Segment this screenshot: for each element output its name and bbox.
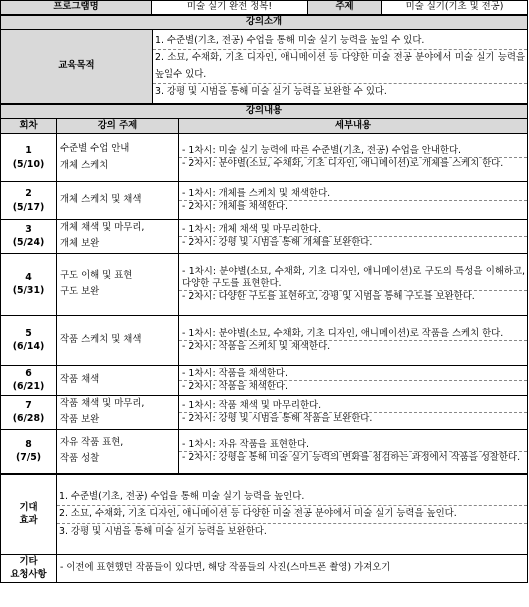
session-detail-cell: [179, 253, 528, 315]
session-row: [1, 182, 528, 220]
session-topic: 개체 보완: [60, 238, 100, 250]
session-detail-text: - 2차시: 강평 및 시범을 통해 개체를 보완한다.: [182, 236, 373, 248]
session-number-cell: [1, 253, 57, 315]
session-number-cell: [1, 315, 57, 365]
session-detail-text: - 2차시: 강평 및 시범을 통해 작품을 보완한다.: [182, 412, 373, 424]
session-number: 1: [25, 144, 32, 156]
session-detail-text: - 2차시: 다양한 구도를 표현하고, 강평 및 시범을 통해 구도를 보완한다.: [182, 291, 475, 303]
session-detail-line: [179, 451, 527, 464]
education-goal-label: 교육목적: [1, 30, 153, 104]
sessions-body: [1, 134, 528, 474]
session-detail-text: - 1차시: 작품 채색 및 마무리한다.: [182, 399, 322, 411]
session-topic: 작품 스케치 및 채색: [60, 334, 142, 346]
session-detail-text: - 1차시: 개체 채색 및 마무리한다.: [182, 223, 322, 235]
session-number: 4: [25, 271, 32, 283]
session-detail-line: [179, 400, 527, 412]
expected-effect-label-line1: 기대: [19, 501, 38, 513]
goal-item: [153, 83, 527, 100]
session-detail-line: [179, 236, 527, 249]
session-topic-cell: [57, 253, 179, 315]
session-topic-cell: [57, 429, 179, 473]
session-topic: 구도 보완: [60, 286, 100, 298]
column-header-session: 회차: [1, 119, 57, 134]
session-number: 3: [25, 223, 32, 235]
session-row: [1, 220, 528, 254]
session-detail-text: - 1차시: 자유 작품을 표현한다.: [182, 438, 310, 450]
effect-item: [57, 523, 527, 540]
intro-title: 강의소개: [1, 16, 528, 30]
session-topic: 구도 이해 및 표현: [60, 269, 133, 281]
session-number-cell: [1, 182, 57, 220]
other-requests-text: - 이전에 표현했던 작품들이 있다면, 해당 작품들의 사진(스마트폰 촬영) 가져오기: [57, 554, 528, 582]
session-topic-cell: [57, 220, 179, 254]
goal-item: [153, 33, 527, 49]
session-detail-cell: [179, 315, 528, 365]
session-number-cell: [1, 134, 57, 182]
session-detail-text: - 2차시: 분야별(소묘, 수채화, 기초 디자인, 애니메이션)로 개체를 스케치 한다.: [182, 158, 504, 169]
effect-item: [57, 489, 527, 505]
effect-item-text: 1. 수준별(기초, 전공) 수업을 통해 미술 실기 능력을 높인다.: [59, 490, 305, 502]
session-date: (6/21): [12, 381, 45, 393]
program-name-value: 미술 실기 완전 정복!: [152, 1, 308, 15]
session-row: [1, 365, 528, 395]
session-date: (5/10): [12, 158, 45, 170]
session-date: (6/28): [12, 413, 45, 425]
subject-label: 주제: [308, 1, 382, 15]
session-row: [1, 253, 528, 315]
column-header-topic: 강의 주제: [57, 119, 179, 134]
session-detail-text: - 1차시: 개체를 스케치 및 채색한다.: [182, 187, 331, 199]
session-detail-text: - 1차시: 분야별(소묘, 수채화, 기초 디자인, 애니메이션)로 구도의 특성을 이해하고, 다양한 구도를 표현한다.: [182, 265, 526, 289]
header-table: [0, 0, 528, 15]
session-detail-text: - 2차시: 강평을 통해 미술 실기 능력의 변화를 점검하는 과정에서 작품을 성찰한다.: [182, 451, 521, 463]
session-topic-cell: [57, 134, 179, 182]
session-detail-line: [179, 412, 527, 425]
session-detail-text: - 1차시: 분야별(소묘, 수채화, 기초 디자인, 애니메이션)로 작품을 스케치 한다.: [182, 327, 504, 339]
effect-item-text: 3. 강평 및 시범을 통해 미술 실기 능력을 보완한다.: [59, 525, 267, 537]
session-detail-text: - 1차시: 미술 실기 능력에 따른 수준별(기초, 전공) 수업을 안내한다.: [182, 144, 462, 156]
session-number: 6: [25, 367, 32, 379]
session-topic: 자유 작품 표현,: [60, 436, 124, 448]
session-detail-line: [179, 328, 527, 340]
session-row: [1, 134, 528, 182]
session-row: [1, 395, 528, 429]
goal-item-text: 2. 소묘, 수채화, 기초 디자인, 애니메이션 등 다양한 미술 전공 분야에서 미술 실기 능력을 높일수 있다.: [155, 52, 526, 80]
session-detail-text: - 2차시: 개체를 채색한다.: [182, 201, 288, 212]
session-detail-line: [179, 439, 527, 451]
session-detail-line: [179, 380, 527, 393]
session-number-cell: [1, 220, 57, 254]
session-topic: 작품 채색 및 마무리,: [60, 397, 145, 409]
session-topic-cell: [57, 365, 179, 395]
intro-table: [0, 15, 528, 104]
effect-item: [57, 505, 527, 522]
education-goal-list: [153, 30, 528, 104]
other-requests-label: [1, 554, 57, 582]
session-row: [1, 429, 528, 473]
session-detail-cell: [179, 395, 528, 429]
session-row: [1, 315, 528, 365]
session-detail-cell: [179, 220, 528, 254]
effect-items: [57, 489, 527, 540]
session-number: 2: [25, 187, 32, 199]
session-topic: 작품 성찰: [60, 453, 100, 465]
effects-table: [0, 474, 528, 583]
session-date: (5/17): [12, 201, 45, 213]
other-requests-label-line2: 요청사항: [10, 569, 47, 581]
session-detail-text: - 1차시: 작품을 채색한다.: [182, 367, 288, 379]
session-detail-line: [179, 224, 527, 236]
session-topic: 작품 채색: [60, 374, 100, 386]
subject-value: 미술 실기(기초 및 전공): [382, 1, 528, 15]
effect-item-text: 2. 소묘, 수채화, 기초 디자인, 애니메이션 등 다양한 미술 전공 분야에서 미술 실기 능력을 높인다.: [59, 508, 457, 520]
session-topic-cell: [57, 182, 179, 220]
session-topic: 개체 스케치 및 채색: [60, 194, 142, 206]
content-table: [0, 104, 528, 474]
content-title: 강의내용: [1, 105, 528, 119]
session-date: (5/24): [12, 237, 45, 249]
expected-effect-label-line2: 효과: [19, 515, 38, 527]
session-detail-line: [179, 368, 527, 380]
session-number: 7: [25, 399, 32, 411]
goal-item: [153, 49, 527, 83]
session-detail-cell: [179, 182, 528, 220]
session-detail-cell: [179, 134, 528, 182]
column-header-detail: 세부내용: [179, 119, 528, 134]
session-detail-cell: [179, 429, 528, 473]
other-requests-label-line1: 기타: [19, 555, 38, 567]
session-detail-line: [179, 200, 527, 213]
session-detail-line: [179, 157, 527, 170]
session-number-cell: [1, 365, 57, 395]
session-topic: 작품 보완: [60, 414, 100, 426]
session-date: (6/14): [12, 341, 45, 353]
session-topic: 개체 스케치: [60, 159, 109, 171]
session-detail-text: - 2차시: 작품을 스케치 및 채색한다.: [182, 340, 331, 352]
session-date: (7/5): [15, 452, 42, 464]
session-topic: 수준별 수업 안내: [60, 143, 130, 155]
session-detail-line: [179, 145, 527, 157]
session-detail-line: [179, 290, 527, 303]
goal-item-text: 3. 강평 및 시범을 통해 미술 실기 능력을 보완할 수 있다.: [155, 85, 387, 97]
goal-item-text: 1. 수준별(기초, 전공) 수업을 통해 미술 실기 능력을 높일 수 있다.: [155, 34, 425, 46]
program-name-label: 프로그램명: [1, 1, 152, 15]
session-topic: 개체 채색 및 마무리,: [60, 222, 145, 233]
session-detail-line: [179, 188, 527, 200]
expected-effect-label: [1, 474, 57, 554]
session-detail-line: [179, 266, 527, 290]
goal-items: [153, 33, 527, 101]
session-number-cell: [1, 395, 57, 429]
session-detail-line: [179, 340, 527, 353]
session-topic-cell: [57, 315, 179, 365]
expected-effect-list: [57, 474, 528, 554]
session-date: (5/31): [12, 285, 45, 297]
session-number: 8: [25, 438, 32, 450]
session-detail-text: - 2차시: 작품을 채색한다.: [182, 380, 288, 392]
session-number: 5: [25, 327, 32, 339]
session-number-cell: [1, 429, 57, 473]
session-topic-cell: [57, 395, 179, 429]
session-detail-cell: [179, 365, 528, 395]
